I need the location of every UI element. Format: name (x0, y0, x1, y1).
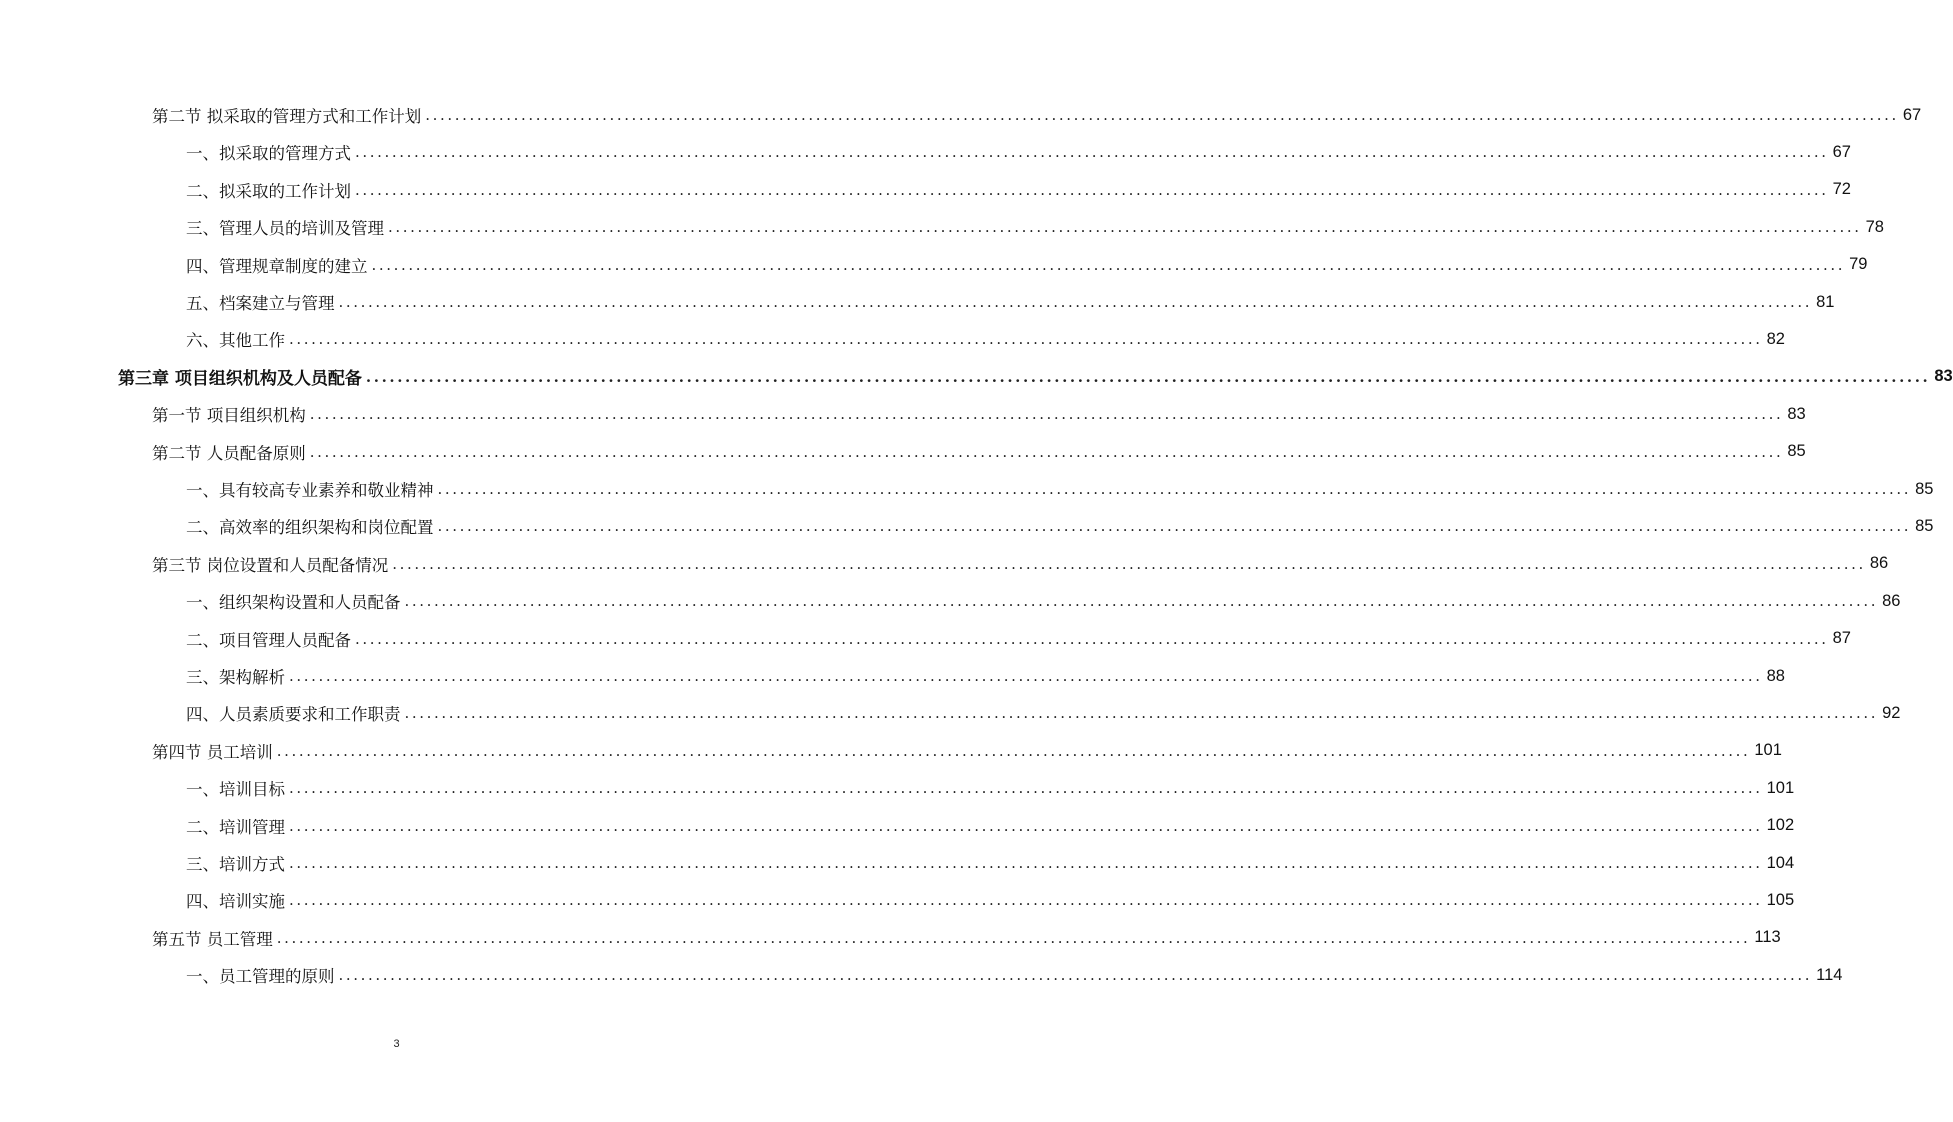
toc-entry-page: 83 (1934, 367, 1953, 386)
toc-entry-page: 85 (1915, 479, 1934, 498)
toc-entry-item (186, 137, 1851, 167)
dot-leader: ........................................................................................................................................................................................................ (355, 629, 1829, 648)
toc-entry-section (152, 549, 1889, 579)
toc-entry-title: 二、高效率的组织架构和岗位配置 (186, 518, 434, 538)
toc-entry-title: 第二节 拟采取的管理方式和工作计划 (152, 107, 422, 126)
toc-entry-title: 一、组织架构设置和人员配备 (186, 593, 401, 613)
page-number: 3 (393, 1038, 400, 1050)
toc-entry-item (186, 661, 1785, 691)
toc-entry-item (186, 474, 1934, 504)
dot-leader: ........................................................................................................................................................................................................ (355, 143, 1829, 162)
dot-leader: ........................................................................................................................................................................................................ (276, 741, 1751, 760)
toc-entry-title: 第三章 项目组织机构及人员配备 (118, 369, 362, 390)
toc-entry-title: 一、培训目标 (186, 780, 285, 800)
dot-leader: ........................................................................................................................................................................................................ (289, 667, 1763, 685)
toc-entry-title: 一、拟采取的管理方式 (186, 144, 351, 164)
toc-entry-item (186, 250, 1868, 280)
dot-leader: ........................................................................................................................................................................................................ (425, 106, 1899, 124)
toc-entry-page: 85 (1787, 442, 1806, 461)
toc-entry-title: 二、拟采取的工作计划 (186, 181, 351, 201)
dot-leader: ........................................................................................................................................................................................................ (338, 966, 1813, 985)
dot-leader: ........................................................................................................................................................................................................ (289, 891, 1763, 910)
toc-entry-page: 79 (1849, 255, 1868, 274)
dot-leader: ........................................................................................................................................................................................................ (388, 218, 1862, 237)
toc-entry-page: 86 (1869, 554, 1889, 573)
toc-entry-page: 88 (1766, 666, 1785, 685)
toc-entry-title: 三、培训方式 (186, 855, 285, 874)
toc-entry-section (152, 736, 1782, 766)
toc-entry-section (152, 437, 1806, 467)
toc-entry-title: 四、管理规章制度的建立 (186, 256, 368, 276)
toc-entry-title: 第四节 员工培训 (152, 742, 273, 762)
toc-entry-title: 五、档案建立与管理 (186, 294, 335, 313)
toc-entry-page: 104 (1766, 853, 1795, 872)
toc-entry-title: 三、管理人员的培训及管理 (186, 219, 384, 239)
toc-entry-title: 四、人员素质要求和工作职责 (186, 705, 401, 725)
dot-leader: ........................................................................................................................................................................................................ (355, 180, 1829, 199)
dot-leader: ........................................................................................................................................................................................................ (289, 779, 1763, 798)
toc-entry-item (186, 624, 1851, 654)
toc-entry-page: 92 (1882, 703, 1901, 722)
toc-entry-item (186, 960, 1843, 990)
toc-entry-title: 一、员工管理的原则 (186, 967, 335, 987)
toc-entry-section (152, 399, 1806, 429)
dot-leader: ........................................................................................................................................................................................................ (309, 442, 1784, 461)
toc-entry-item (186, 212, 1884, 242)
toc-entry-title: 第二节 人员配备原则 (152, 443, 306, 463)
toc-entry-item (186, 698, 1901, 728)
dot-leader: ........................................................................................................................................................................................................ (392, 554, 1866, 573)
toc-entry-section (152, 923, 1781, 953)
dot-leader: ........................................................................................................................................................................................................ (371, 255, 1846, 274)
toc-entry-page: 101 (1766, 778, 1795, 797)
toc-entry-title: 二、项目管理人员配备 (186, 630, 351, 650)
toc-entry-page: 101 (1754, 741, 1782, 760)
toc-entry-title: 六、其他工作 (186, 331, 285, 351)
toc-entry-page: 87 (1832, 629, 1851, 648)
toc-entry-item (186, 324, 1785, 354)
toc-entry-item (186, 773, 1795, 803)
toc-entry-title: 四、培训实施 (186, 892, 285, 912)
dot-leader: ........................................................................................................................................................................................................ (338, 293, 1813, 311)
toc-entry-page: 82 (1766, 329, 1785, 348)
toc-entry-page: 114 (1816, 965, 1843, 984)
toc-entry-page: 67 (1832, 142, 1851, 161)
toc-entry-item (186, 287, 1835, 317)
toc-entry-item (186, 586, 1901, 616)
toc-entry-section (152, 100, 1922, 130)
toc-entry-title: 二、培训管理 (186, 817, 285, 837)
toc-entry-page: 72 (1832, 180, 1851, 199)
dot-leader: ........................................................................................................................................................................................................ (289, 816, 1763, 835)
toc-entry-item (186, 848, 1795, 878)
dot-leader: ........................................................................................................................................................................................................ (404, 704, 1879, 723)
dot-leader: ........................................................................................................................................................................................................ (289, 330, 1763, 349)
toc-entry-item (186, 811, 1795, 841)
dot-leader: ........................................................................................................................................................................................................ (276, 928, 1751, 947)
toc-entry-page: 85 (1915, 516, 1934, 535)
dot-leader: ........................................................................................................................................................................................................ (309, 405, 1784, 424)
toc-entry-item (186, 511, 1934, 541)
dot-leader: ........................................................................................................................................................................................................ (289, 854, 1763, 872)
toc-entry-chapter (118, 362, 1953, 392)
toc-entry-page: 78 (1865, 217, 1884, 236)
toc-entry-title: 三、架构解析 (186, 668, 285, 687)
toc-entry-page: 102 (1766, 816, 1795, 835)
dot-leader: ........................................................................................................................................................................................................ (365, 367, 1931, 386)
toc-entry-title: 第一节 项目组织机构 (152, 406, 306, 426)
dot-leader: ........................................................................................................................................................................................................ (437, 480, 1912, 498)
toc-entry-item (186, 175, 1851, 205)
dot-leader: ........................................................................................................................................................................................................ (404, 592, 1879, 611)
toc-entry-page: 81 (1816, 292, 1835, 311)
toc-entry-page: 83 (1787, 404, 1806, 423)
toc-entry-page: 86 (1882, 591, 1901, 610)
dot-leader: ........................................................................................................................................................................................................ (437, 517, 1912, 536)
toc-entry-page: 105 (1766, 890, 1795, 909)
toc-entry-title: 第五节 员工管理 (152, 929, 273, 949)
toc-entry-title: 第三节 岗位设置和人员配备情况 (152, 555, 389, 575)
toc-entry-title: 一、具有较高专业素养和敬业精神 (186, 481, 434, 500)
toc-entry-page: 67 (1902, 105, 1922, 124)
toc-entry-page: 113 (1754, 928, 1781, 947)
toc-entry-item (186, 885, 1795, 915)
